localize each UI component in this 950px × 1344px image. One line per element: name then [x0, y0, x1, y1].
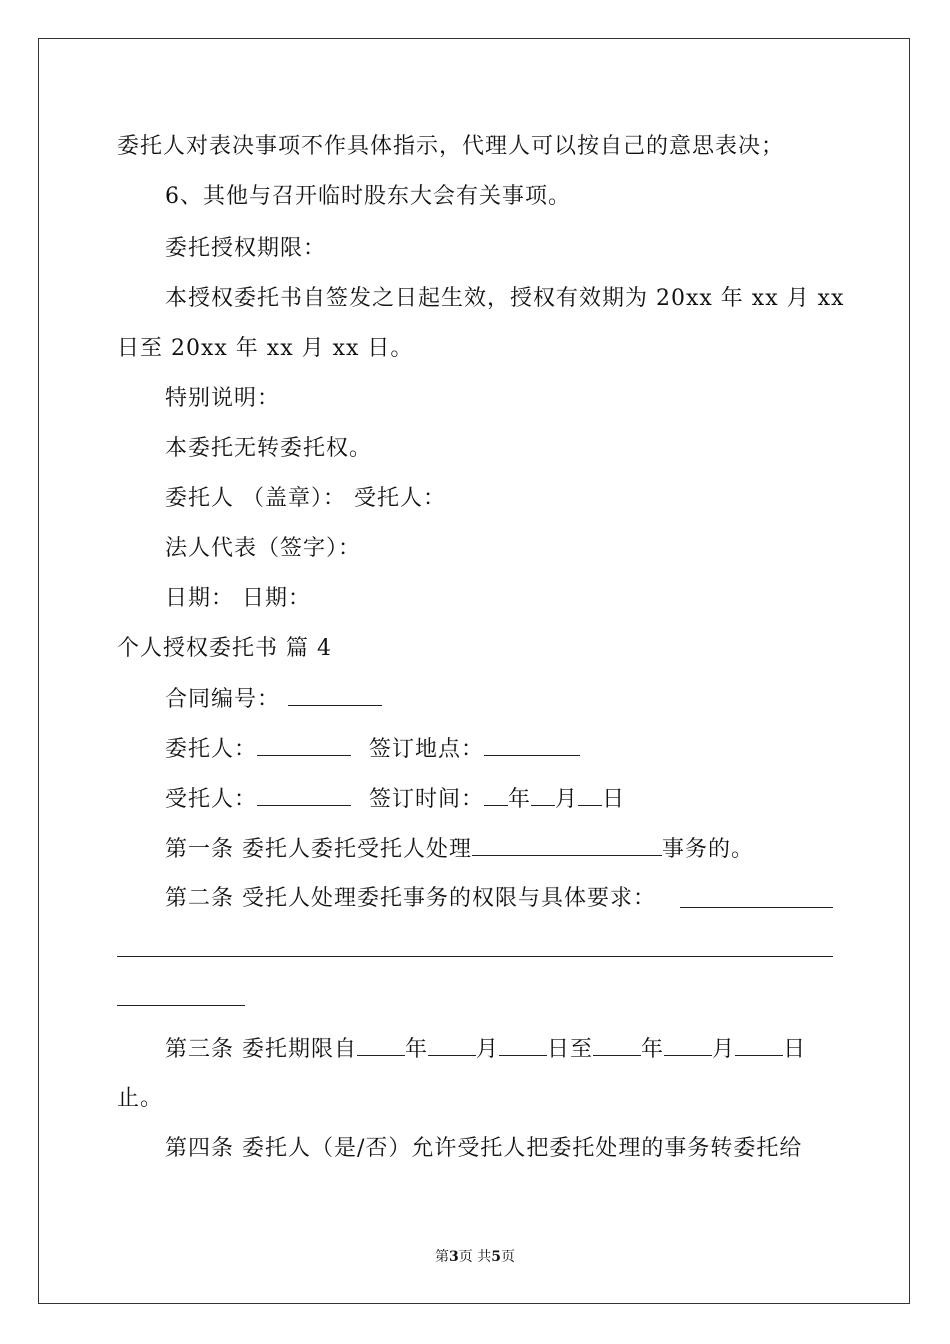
article-1-suffix: 事务的。 — [662, 837, 755, 862]
end-day-blank[interactable] — [735, 1035, 783, 1056]
article-3-prefix: 第三条 委托期限自 — [165, 1037, 357, 1062]
page-suffix: 页 — [500, 1249, 515, 1265]
start-year-blank[interactable] — [357, 1035, 405, 1056]
day-unit: 日 — [602, 787, 626, 812]
article-3-end: 止。 — [117, 1086, 164, 1111]
month-unit: 月 — [555, 787, 579, 812]
signature-dates: 日期： 日期： — [165, 586, 311, 611]
sign-day-blank[interactable] — [578, 785, 602, 806]
end-year-unit: 年 — [641, 1037, 665, 1062]
end-month-unit: 月 — [712, 1037, 736, 1062]
section-title: 个人授权委托书 篇 4 — [117, 636, 332, 661]
article-3-mid: 日至 — [547, 1037, 594, 1062]
signature-principal-agent: 委托人 （盖章）： 受托人： — [165, 486, 446, 511]
article-2 — [165, 885, 656, 913]
heading-special-notes: 特别说明： — [165, 386, 281, 411]
agent-blank[interactable] — [257, 785, 351, 806]
article-2-blank-2[interactable] — [117, 956, 833, 957]
signature-legal-rep: 法人代表（签字）： — [165, 536, 362, 561]
article-2-text: 第二条 受托人处理委托事务的权限与具体要求： — [165, 886, 656, 911]
page-prefix: 第 — [435, 1249, 450, 1265]
page-mid: 页 共 — [458, 1249, 492, 1265]
contract-number-label: 合同编号： — [165, 687, 281, 712]
page-current: 3 — [449, 1249, 459, 1265]
end-day-unit: 日 — [783, 1037, 807, 1062]
principal-row — [165, 735, 580, 764]
sign-time-label: 签订时间： — [369, 787, 485, 812]
contract-number-blank[interactable] — [288, 685, 382, 706]
page-footer — [0, 1249, 950, 1265]
end-year-blank[interactable] — [593, 1035, 641, 1056]
article-2-blank-1[interactable] — [680, 907, 833, 908]
sign-month-blank[interactable] — [531, 785, 555, 806]
article-2-blank-3[interactable] — [117, 1005, 245, 1006]
article-4: 第四条 委托人（是/否）允许受托人把委托处理的事务转委托给 — [165, 1136, 803, 1161]
contract-number-row — [165, 685, 382, 714]
paragraph-voting-instruction: 委托人对表决事项不作具体指示，代理人可以按自己的意思表决； — [117, 134, 785, 159]
sign-place-label: 签订地点： — [369, 737, 485, 762]
heading-authorization-period: 委托授权期限： — [165, 236, 327, 261]
paragraph-no-subdelegation: 本委托无转委托权。 — [165, 436, 373, 461]
start-month-unit: 月 — [476, 1037, 500, 1062]
start-year-unit: 年 — [405, 1037, 429, 1062]
principal-label: 委托人： — [165, 737, 258, 762]
page-border — [38, 38, 910, 1304]
article-3 — [165, 1035, 806, 1064]
paragraph-validity-1: 本授权委托书自签发之日起生效，授权有效期为 20xx 年 xx 月 xx — [165, 286, 845, 311]
agent-row — [165, 785, 625, 814]
agent-label: 受托人： — [165, 787, 258, 812]
paragraph-validity-2: 日至 20xx 年 xx 月 xx 日。 — [117, 336, 414, 361]
sign-year-blank[interactable] — [484, 785, 508, 806]
sign-place-blank[interactable] — [484, 735, 580, 756]
end-month-blank[interactable] — [664, 1035, 712, 1056]
article-1-prefix: 第一条 委托人委托受托人处理 — [165, 837, 472, 862]
start-day-blank[interactable] — [499, 1035, 547, 1056]
page-total: 5 — [491, 1249, 501, 1265]
principal-blank[interactable] — [257, 735, 351, 756]
article-1-blank[interactable] — [472, 835, 662, 856]
year-unit: 年 — [508, 787, 532, 812]
start-month-blank[interactable] — [428, 1035, 476, 1056]
article-1 — [165, 835, 754, 864]
paragraph-item-6: 6、其他与召开临时股东大会有关事项。 — [165, 184, 571, 209]
